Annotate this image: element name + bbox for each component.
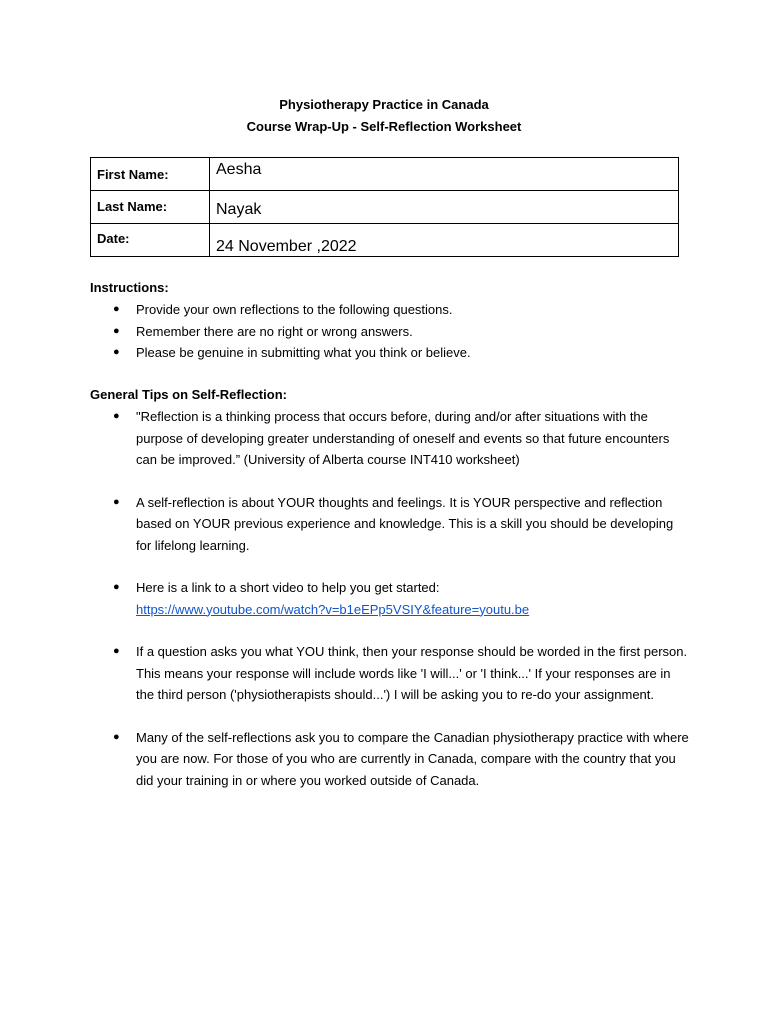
instruction-text: Remember there are no right or wrong answers.: [136, 323, 413, 339]
tip-text: A self-reflection is about YOUR thoughts and feelings. It is YOUR perspective and reflection based on YOUR previous experience and knowledge. This is a skill you should be developing for lifelong learning.: [136, 494, 674, 553]
first-name-row: [91, 158, 679, 191]
bullet-icon: ●: [113, 346, 120, 358]
first-name-label: First Name:: [97, 167, 169, 182]
instruction-text: Provide your own reflections to the following questions.: [136, 302, 453, 317]
bullet-icon: ●: [113, 303, 120, 315]
instruction-text: Please be genuine in submitting what you think or believe.: [136, 345, 471, 360]
list-item: [90, 406, 690, 471]
instructions-list: [90, 299, 690, 364]
last-name-value-cell[interactable]: [210, 191, 679, 224]
title-line-2: Course Wrap-Up - Self-Reflection Worksheet: [246, 119, 522, 134]
bullet-icon: ●: [113, 495, 120, 508]
student-info-table: [90, 157, 679, 257]
list-item: [90, 299, 690, 321]
tips-heading: General Tips on Self-Reflection:: [90, 387, 287, 402]
title-line-1: Physiotherapy Practice in Canada: [279, 97, 489, 112]
date-label: Date:: [97, 231, 130, 246]
document-title: [0, 94, 768, 138]
last-name-label: Last Name:: [97, 199, 168, 214]
last-name-value: Nayak: [216, 201, 262, 218]
instructions-heading: Instructions:: [90, 280, 169, 295]
first-name-label-cell: [91, 158, 210, 191]
date-row: [91, 224, 679, 257]
last-name-row: [91, 191, 679, 224]
last-name-label-cell: [91, 191, 210, 224]
tips-list: [90, 406, 690, 812]
tip-text: If a question asks you what YOU think, then your response should be worded in the first person. This means your response will include words like 'I will...' or 'I think...' If your responses are in the third person ('physiotherapists should...') I will be asking you to re-do your assignment.: [136, 644, 688, 702]
bullet-icon: ●: [113, 730, 120, 743]
bullet-icon: ●: [113, 410, 120, 422]
bullet-icon: ●: [113, 581, 120, 593]
list-item: [90, 342, 690, 364]
list-item: [90, 641, 690, 706]
first-name-value: Aesha: [216, 161, 262, 178]
bullet-icon: ●: [113, 324, 120, 337]
bullet-icon: ●: [113, 645, 120, 657]
date-label-cell: [91, 224, 210, 257]
list-item: [90, 321, 690, 343]
date-value: 24 November ,2022: [216, 238, 357, 255]
first-name-value-cell[interactable]: [210, 158, 679, 191]
date-value-cell[interactable]: [210, 224, 679, 257]
list-item: [90, 577, 690, 620]
tip-text: Many of the self-reflections ask you to compare the Canadian physiotherapy practice with where you are now. For those of you who are currently in Canada, compare with the country that you did your training in or where you worked outside of Canada.: [136, 729, 689, 788]
video-link[interactable]: https://www.youtube.com/watch?v=b1eEPp5VSIY&feature=youtu.be: [136, 601, 530, 617]
list-item: [90, 492, 690, 557]
tip-text: Here is a link to a short video to help you get started:: [136, 580, 440, 595]
list-item: [90, 727, 690, 792]
tip-text: "Reflection is a thinking process that occurs before, during and/or after situations with the purpose of developing greater understanding of oneself and events so that future encounters can be improved.” (University of Alberta course INT410 worksheet): [136, 409, 670, 467]
